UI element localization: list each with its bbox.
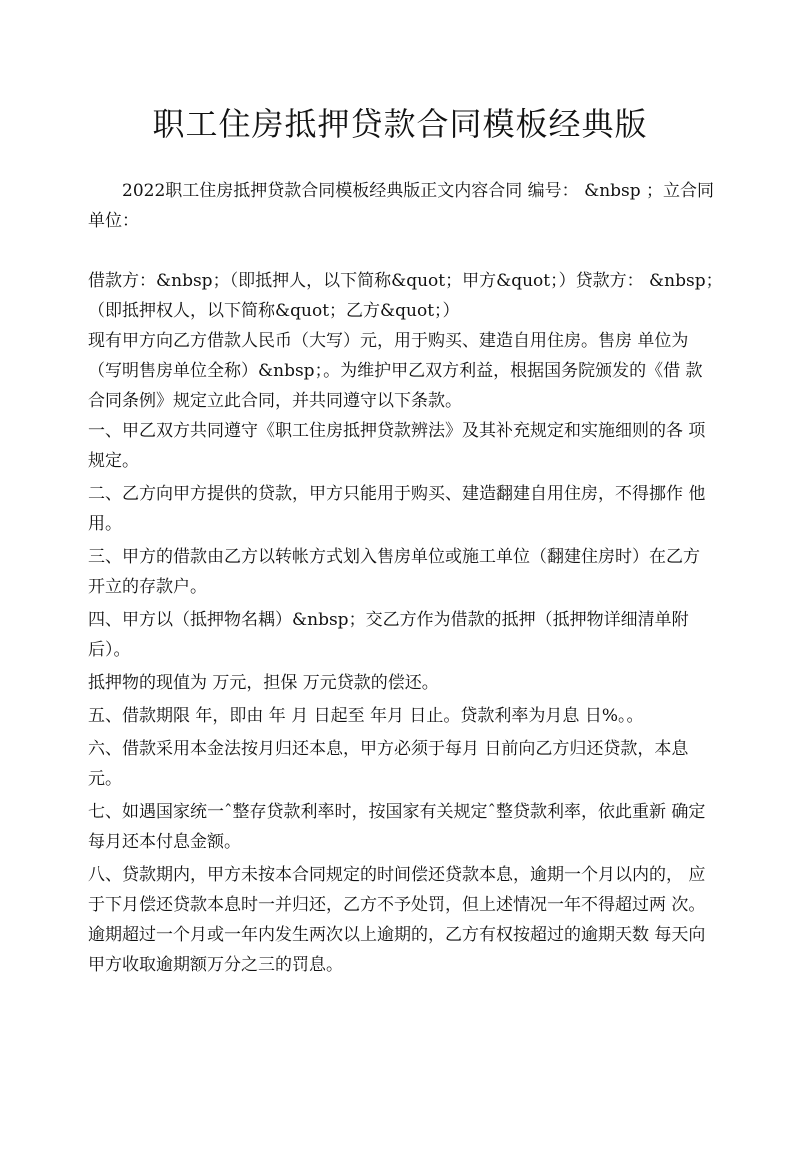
document-title: 职工住房抵押贷款合同模板经典版	[152, 105, 648, 143]
text-line: 五、借款期限 年，即由 年 月 日起至 年月 日止。贷款利率为月息 日%。。	[88, 706, 644, 726]
text-line: 甲方收取逾期额万分之三的罚息。	[88, 955, 343, 975]
text-line: （即抵押权人，以下简称&quot；乙方&quot；）	[88, 301, 460, 321]
text-line: 2022职工住房抵押贷款合同模板经典版正文内容合同 编号： &nbsp ；立合同	[122, 181, 715, 201]
text-line: 后）。	[88, 640, 131, 660]
text-line: 用。	[88, 514, 122, 534]
clause-2	[88, 479, 718, 539]
text-line: （写明售房单位全称）&nbsp；。为维护甲乙双方利益，根据国务院颁发的《借 款	[88, 361, 703, 381]
text-line: 元。	[88, 769, 122, 789]
clause-collateral-value	[88, 668, 718, 698]
document-body	[88, 176, 723, 980]
paragraph-parties	[88, 266, 723, 326]
text-line: 每月还本付息金额。	[88, 832, 241, 852]
paragraph-loan-purpose	[88, 326, 718, 416]
text-line: 现有甲方向乙方借款人民币（大写）元，用于购买、建造自用住房。售房 单位为	[88, 331, 689, 351]
text-line: 单位：	[88, 211, 139, 231]
text-line: 三、甲方的借款由乙方以转帐方式划入售房单位或施工单位（翻建住房时）在乙方	[88, 547, 700, 567]
text-line: 于下月偿还贷款本息时一并归还，乙方不予处罚，但上述情况一年不得超过两 次。	[88, 895, 706, 915]
clause-4	[88, 605, 718, 665]
clause-1	[88, 416, 718, 476]
text-line: 逾期超过一个月或一年内发生两次以上逾期的，乙方有权按超过的逾期天数 每天向	[88, 925, 706, 945]
text-line: 八、贷款期内，甲方未按本合同规定的时间偿还贷款本息，逾期一个月以内的， 应	[88, 865, 706, 885]
clause-8	[88, 860, 718, 980]
text-line: 合同条例》规定立此合同，并共同遵守以下条款。	[88, 391, 462, 411]
text-line: 七、如遇国家统一ˆ整存贷款利率时，按国家有关规定ˆ整贷款利率，依此重新 确定	[88, 802, 706, 822]
clause-7	[88, 797, 718, 857]
clause-5	[88, 701, 718, 731]
text-line: 借款方：&nbsp；（即抵押人，以下简称&quot；甲方&quot；）贷款方： &nbsp；	[88, 271, 723, 291]
text-line: 二、乙方向甲方提供的贷款，甲方只能用于购买、建造翻建自用住房，不得挪作 他	[88, 484, 706, 504]
text-line: 规定。	[88, 451, 139, 471]
paragraph-intro	[88, 176, 718, 236]
text-line: 四、甲方以（抵押物名耦）&nbsp；交乙方作为借款的抵押（抵押物详细清单附	[88, 610, 689, 630]
text-line: 一、甲乙双方共同遵守《职工住房抵押贷款辨法》及其补充规定和实施细则的各 项	[88, 421, 706, 441]
clause-6	[88, 734, 718, 794]
clause-3	[88, 542, 718, 602]
text-line: 抵押物的现值为 万元，担保 万元贷款的偿还。	[88, 673, 439, 693]
text-line: 开立的存款户。	[88, 577, 207, 597]
text-line: 六、借款采用本金法按月归还本息，甲方必须于每月 日前向乙方归还贷款，本息	[88, 739, 689, 759]
